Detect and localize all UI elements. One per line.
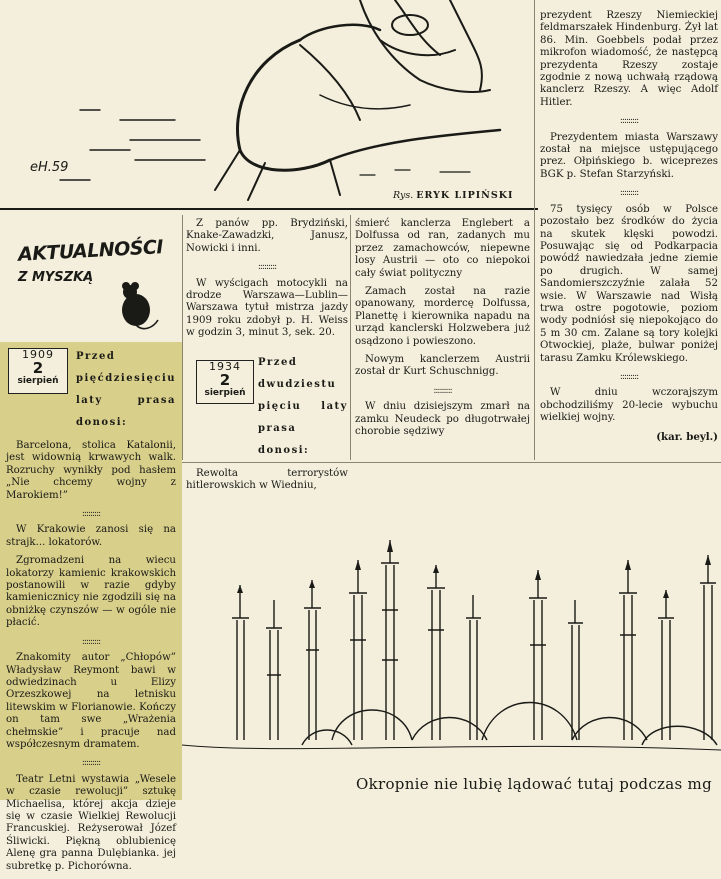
credit-name: ERYK LIPIŃSKI — [416, 190, 514, 201]
illustration-credit — [393, 190, 513, 201]
column-4-text — [540, 10, 718, 449]
column-2-text — [186, 218, 348, 346]
col4-p2: Prezydentem miasta Warszawy został na miejsce ustępującego prez. Ołpińskiego b. wiceprezes BGK p. Stefan Starzyński. — [540, 131, 718, 180]
caption-text: Okropnie nie lubię lądować tutaj podczas mg — [356, 775, 712, 793]
date-month: sierpień — [17, 376, 59, 386]
col4-p1: prezydent Rzeszy Niemieckiej feldmarszałek Hindenburg. Żył lat 86. Min. Goebbels podał przez mikrofon wiadomość, że następcą prezydenta Rzeszy zostaje zgodnie z nową uchwałą rządową kanclerz Rzeszy. A więc Adolf Hitler. — [540, 10, 718, 108]
column-1934-text — [186, 352, 348, 499]
entry1934-p1: Rewolta terrorystów hitlerowskich w Wiedniu, — [186, 468, 348, 492]
separator: ::::::::: — [433, 385, 452, 396]
column-rule — [534, 0, 535, 460]
separator: ::::::::: — [619, 371, 639, 382]
cartoon-drawing — [0, 0, 538, 210]
date-year: 1934 — [209, 360, 241, 373]
minaret-skyline-illustration — [182, 540, 721, 775]
col4-signature: (kar. beyl.) — [656, 430, 718, 443]
separator: ::::::::: — [619, 116, 639, 127]
col4-p4: W dniu wczorajszym obchodziliśmy 20-lecie wybuchu wielkiej wojny. — [540, 387, 718, 424]
entry1909-intro: Przed pięćdziesięciu laty prasa donosi: — [76, 351, 177, 428]
separator: ::::::::: — [257, 262, 277, 273]
column-3-text — [355, 218, 530, 445]
col3-p4: W dniu dzisiejszym zmarł na zamku Neudeck po długotrwałej chorobie sędziwy — [355, 401, 530, 438]
masthead-subtitle: Z MYSZKĄ — [18, 270, 94, 285]
column-rule — [182, 215, 183, 460]
entry1909-p2: W Krakowie zanosi się na strajk... lokatorów. — [6, 524, 176, 548]
separator: ::::::::: — [81, 758, 101, 769]
entry1934-intro: Przed dwudziestu pięciu laty prasa donosi: — [258, 357, 348, 456]
separator: ::::::::: — [81, 636, 101, 647]
separator: ::::::::: — [81, 509, 101, 520]
artist-signature: eH.59 — [30, 160, 69, 175]
separator: ::::::::: — [619, 188, 639, 199]
date-year: 1909 — [22, 348, 54, 361]
mouse-icon — [108, 280, 168, 335]
cartoon-caption — [350, 768, 721, 802]
section-rule — [182, 462, 721, 463]
entry1909-p3: Zgromadzeni na wiecu lokatorzy kamienic krakowskich postanowili w razie gdyby kamienicznicy nie zgodzili się na obniżkę czynszów — w ogóle nie płacić. — [6, 555, 176, 629]
date-month: sierpień — [204, 388, 246, 398]
date-day: 2 — [32, 359, 44, 377]
credit-prefix: Rys. — [393, 190, 414, 201]
col2-p1: Z panów pp. Brydziński, Knake-Zawadzki, Janusz, Nowicki i inni. — [186, 218, 348, 254]
masthead-title: AKTUALNOŚCI — [17, 236, 164, 266]
masthead — [0, 220, 180, 340]
entry1909-p1: Barcelona, stolica Katalonii, jest widownią krwawych walk. Rozruchy wynikły pod hasłem „Nie chcemy wojny z Marokiem!” — [6, 440, 176, 501]
date-day: 2 — [219, 371, 231, 389]
entry1909-p5: Teatr Letni wystawia „Wesele w czasie rewolucji” sztukę Michaelisa, której akcja dzieje się w czasie Wielkiej Rewolucji Francuskiej. Reżyserował Józef Śliwicki. Piękną oblubienicę Alenę gra panna Dulębianka. jej subretkę p. Pichorówna. — [6, 773, 176, 872]
col4-p3: 75 tysięcy osób w Polsce pozostało bez środków do życia na skutek klęski powodzi. Posuwając się od Podkarpacia powódź nawiedzała jedne ziemie po drugich. W samej Sandomierszczyźnie zalała 52 wsie. W Warszawie nad Wisłą trwa ostre pogotowie, poziom wody podniósł się niepokojąco do 5 m 30 cm. Zalane są tory kolejki Otwockiej, plaże, bulwar poniżej tarasu Zamku Królewskiego. — [540, 203, 718, 364]
column-rule — [350, 215, 351, 460]
col3-p1: śmierć kanclerza Englebert a Dolfussa od ran, zadanych mu przez zamachowców, niepewne losy Austrii — oto co niepokoi cały świat polityczny — [355, 218, 530, 279]
entry1909-p4: Znakomity autor „Chłopów” Władysław Reymont bawi w odwiedzinach u Elizy Orzeszkowej na letnisku litewskim w Florianowie. Kończy on tam swe „Wrażenia chełmskie” i pracuje nad współczesnym dramatem. — [6, 652, 176, 750]
top-illustration — [0, 0, 538, 210]
column-1909-text — [6, 346, 176, 879]
col3-p3: Nowym kanclerzem Austrii został dr Kurt Schuschnigg. — [355, 354, 530, 378]
col2-p2: W wyścigach motocykli na drodze Warszawa—Lublin—Warszawa tytuł mistrza jazdy 1909 roku zdobył p. H. Weiss w godzin 3, minut 3, sek. 20. — [186, 277, 348, 339]
col3-p2: Zamach został na razie opanowany, mordercę Dolfussa, Planettę i kierownika napadu na urząd kanclerski Holzwebera już osądzono i powieszono. — [355, 286, 530, 347]
